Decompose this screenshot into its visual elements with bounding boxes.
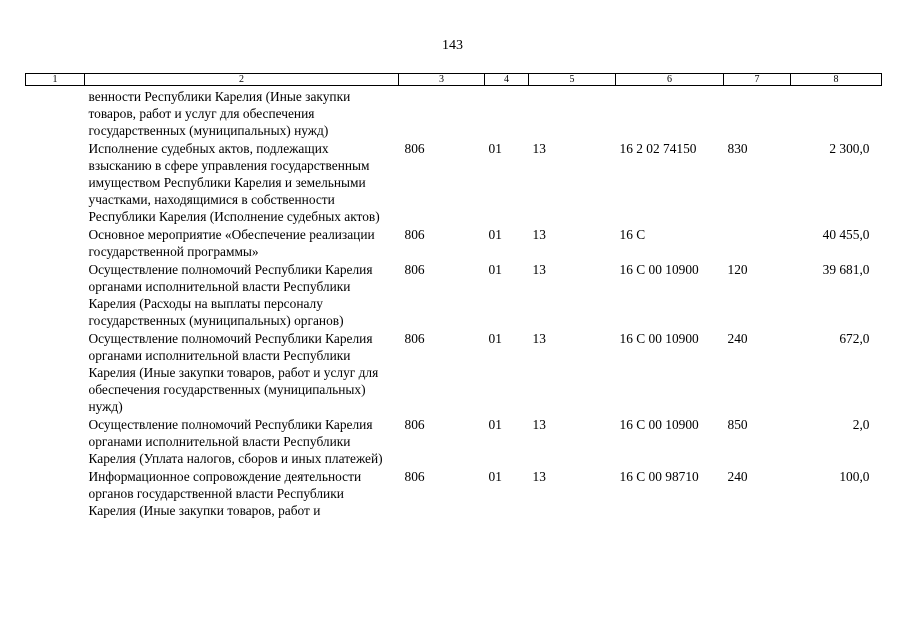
column-header-8: 8 (791, 74, 882, 86)
department-code: 806 (404, 417, 425, 432)
subsection-code: 13 (532, 331, 546, 346)
target-article-code: 16 С 00 10900 (619, 262, 699, 277)
item-description: венности Республики Карелия (Иные закупки товаров, работ и услуг для обеспечения государственных (муниципальных) нужд) (88, 89, 351, 138)
row-number (26, 416, 85, 468)
table-row (26, 261, 882, 330)
row-number (26, 261, 85, 330)
column-header-3: 3 (399, 74, 485, 86)
subsection-code: 13 (532, 417, 546, 432)
expense-type-code (724, 226, 791, 261)
item-description: Осуществление полномочий Республики Карелия органами исполнительной власти Республики Карелия (Уплата налогов, сборов и иных платежей) (88, 417, 383, 466)
expense-type-code: 120 (727, 262, 748, 277)
table-row (26, 86, 882, 141)
target-article-code: 16 С 00 10900 (619, 331, 699, 346)
budget-table (25, 73, 882, 520)
amount: 2 300,0 (829, 141, 870, 156)
row-number (26, 86, 85, 141)
amount: 40 455,0 (822, 227, 870, 242)
column-header-7: 7 (724, 74, 791, 86)
section-code: 01 (488, 227, 502, 242)
amount: 100,0 (839, 469, 870, 484)
amount: 2,0 (852, 417, 870, 432)
column-header-1: 1 (26, 74, 85, 86)
item-description: Основное мероприятие «Обеспечение реализации государственной программы» (88, 227, 375, 259)
section-code: 01 (488, 262, 502, 277)
target-article-code: 16 2 02 74150 (619, 141, 697, 156)
target-article-code: 16 С (619, 227, 646, 242)
table-row (26, 226, 882, 261)
subsection-code: 13 (532, 469, 546, 484)
department-code: 806 (404, 141, 425, 156)
item-description: Осуществление полномочий Республики Карелия органами исполнительной власти Республики Карелия (Иные закупки товаров, работ и услуг для обеспечения государственных (муниципальных) нужд) (88, 331, 379, 414)
column-number-header (26, 74, 882, 86)
department-code: 806 (404, 262, 425, 277)
expense-type-code: 850 (727, 417, 748, 432)
expense-type-code: 830 (727, 141, 748, 156)
page-number: 143 (442, 38, 463, 53)
expense-type-code: 240 (727, 469, 748, 484)
section-code: 01 (488, 469, 502, 484)
table-row (26, 140, 882, 226)
subsection-code: 13 (532, 262, 546, 277)
table-row (26, 468, 882, 520)
target-article-code: 16 С 00 10900 (619, 417, 699, 432)
amount: 39 681,0 (822, 262, 870, 277)
section-code (485, 86, 529, 141)
column-header-6: 6 (616, 74, 724, 86)
target-article-code: 16 С 00 98710 (619, 469, 699, 484)
amount (791, 86, 882, 141)
column-header-2: 2 (85, 74, 399, 86)
row-number (26, 468, 85, 520)
table-row (26, 330, 882, 416)
subsection-code: 13 (532, 141, 546, 156)
section-code: 01 (488, 331, 502, 346)
item-description: Осуществление полномочий Республики Карелия органами исполнительной власти Республики Карелия (Расходы на выплаты персоналу государственных (муниципальных) органов) (88, 262, 373, 328)
department-code: 806 (404, 227, 425, 242)
department-code (399, 86, 485, 141)
row-number (26, 226, 85, 261)
amount: 672,0 (839, 331, 870, 346)
column-header-4: 4 (485, 74, 529, 86)
department-code: 806 (404, 469, 425, 484)
item-description: Информационное сопровождение деятельности органов государственной власти Республики Карелия (Иные закупки товаров, работ и (88, 469, 362, 518)
table-row (26, 416, 882, 468)
section-code: 01 (488, 141, 502, 156)
expense-type-code: 240 (727, 331, 748, 346)
target-article-code (616, 86, 724, 141)
item-description: Исполнение судебных актов, подлежащих взысканию в сфере управления государственным имуществом Республики Карелия и земельными участками, находящимися в собственности Республики Карелия (Исполнение судебных актов) (88, 141, 380, 224)
row-number (26, 330, 85, 416)
subsection-code: 13 (532, 227, 546, 242)
subsection-code (529, 86, 616, 141)
section-code: 01 (488, 417, 502, 432)
expense-type-code (724, 86, 791, 141)
department-code: 806 (404, 331, 425, 346)
column-header-5: 5 (529, 74, 616, 86)
row-number (26, 140, 85, 226)
